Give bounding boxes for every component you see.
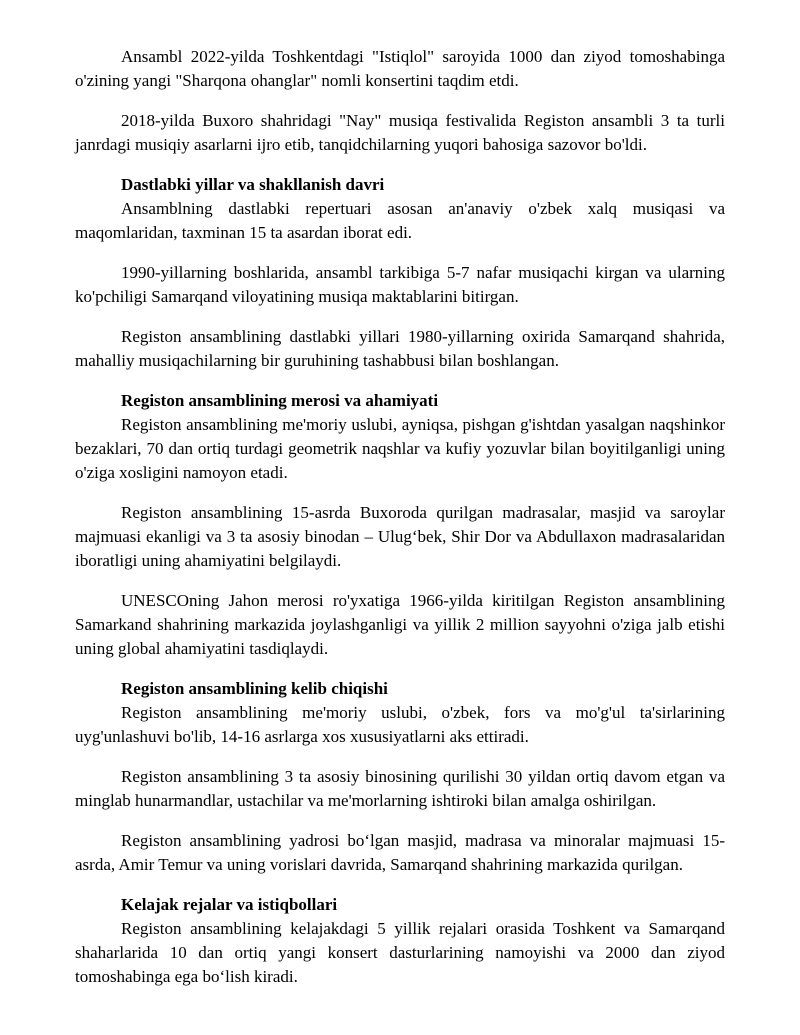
heritage-paragraph-2: Registon ansamblining 15-asrda Buxoroda qurilgan madrasalar, masjid va saroylar majmuasi ekanligi va 3 ta asosiy binodan – Ulug‘bek, Shir Dor va Abdullaxon madrasalaridan iboratligi uning ahamiyatini belgilaydi. xyxy=(75,503,725,570)
section-heading-future-plans: Kelajak rejalar va istiqbollari xyxy=(121,895,338,914)
document-page xyxy=(75,45,725,989)
early-years-paragraph-1: Ansamblning dastlabki repertuari asosan an'anaviy o'zbek xalq musiqasi va maqomlaridan, taxminan 15 ta asardan iborat edi. xyxy=(75,199,725,242)
section-heading-origin: Registon ansamblining kelib chiqishi xyxy=(121,679,388,698)
origin-paragraph-2: Registon ansamblining 3 ta asosiy binosining qurilishi 30 yildan ortiq davom etgan va minglab hunarmandlar, ustachilar va me'morlarning ishtiroki bilan amalga oshirilgan. xyxy=(75,767,725,810)
early-years-paragraph-3: Registon ansamblining dastlabki yillari 1980-yillarning oxirida Samarqand shahrida, mahalliy musiqachilarning bir guruhining tashabbusi bilan boshlangan. xyxy=(75,327,725,370)
section-heading-early-years: Dastlabki yillar va shakllanish davri xyxy=(121,175,385,194)
future-plans-paragraph-1: Registon ansamblining kelajakdagi 5 yillik rejalari orasida Toshkent va Samarqand shaharlarida 10 dan ortiq yangi konsert dasturlarining namoyishi va 2000 dan ziyod tomoshabinga ega bo‘lish kiradi. xyxy=(75,919,725,986)
origin-paragraph-3: Registon ansamblining yadrosi bo‘lgan masjid, madrasa va minoralar majmuasi 15-asrda, Amir Temur va uning vorislari davrida, Samarqand shahrining markazida qurilgan. xyxy=(75,831,725,874)
section-heading-heritage: Registon ansamblining merosi va ahamiyati xyxy=(121,391,439,410)
heritage-paragraph-1: Registon ansamblining me'moriy uslubi, ayniqsa, pishgan g'ishtdan yasalgan naqshinkor bezaklari, 70 dan ortiq turdagi geometrik naqshlar va kufiy yozuvlar bilan boyitilganligi uning o'ziga xosligini namoyon etadi. xyxy=(75,415,725,482)
intro-paragraph-2: 2018-yilda Buxoro shahridagi "Nay" musiqa festivalida Registon ansambli 3 ta turli janrdagi musiqiy asarlarni ijro etib, tanqidchilarning yuqori bahosiga sazovor bo'ldi. xyxy=(75,111,725,154)
origin-paragraph-1: Registon ansamblining me'moriy uslubi, o'zbek, fors va mo'g'ul ta'sirlarining uyg'unlashuvi bo'lib, 14-16 asrlarga xos xususiyatlarni aks ettiradi. xyxy=(75,703,725,746)
heritage-paragraph-3: UNESCOning Jahon merosi ro'yxatiga 1966-yilda kiritilgan Registon ansamblining Samarkand shahrining markazida joylashganligi va yillik 2 million sayyohni o'ziga jalb etishi uning global ahamiyatini tasdiqlaydi. xyxy=(75,591,725,658)
intro-paragraph-1: Ansambl 2022-yilda Toshkentdagi "Istiqlol" saroyida 1000 dan ziyod tomoshabinga o'zining yangi "Sharqona ohanglar" nomli konsertini taqdim etdi. xyxy=(75,47,725,90)
early-years-paragraph-2: 1990-yillarning boshlarida, ansambl tarkibiga 5-7 nafar musiqachi kirgan va ularning ko'pchiligi Samarqand viloyatining musiqa maktablarini bitirgan. xyxy=(75,263,725,306)
